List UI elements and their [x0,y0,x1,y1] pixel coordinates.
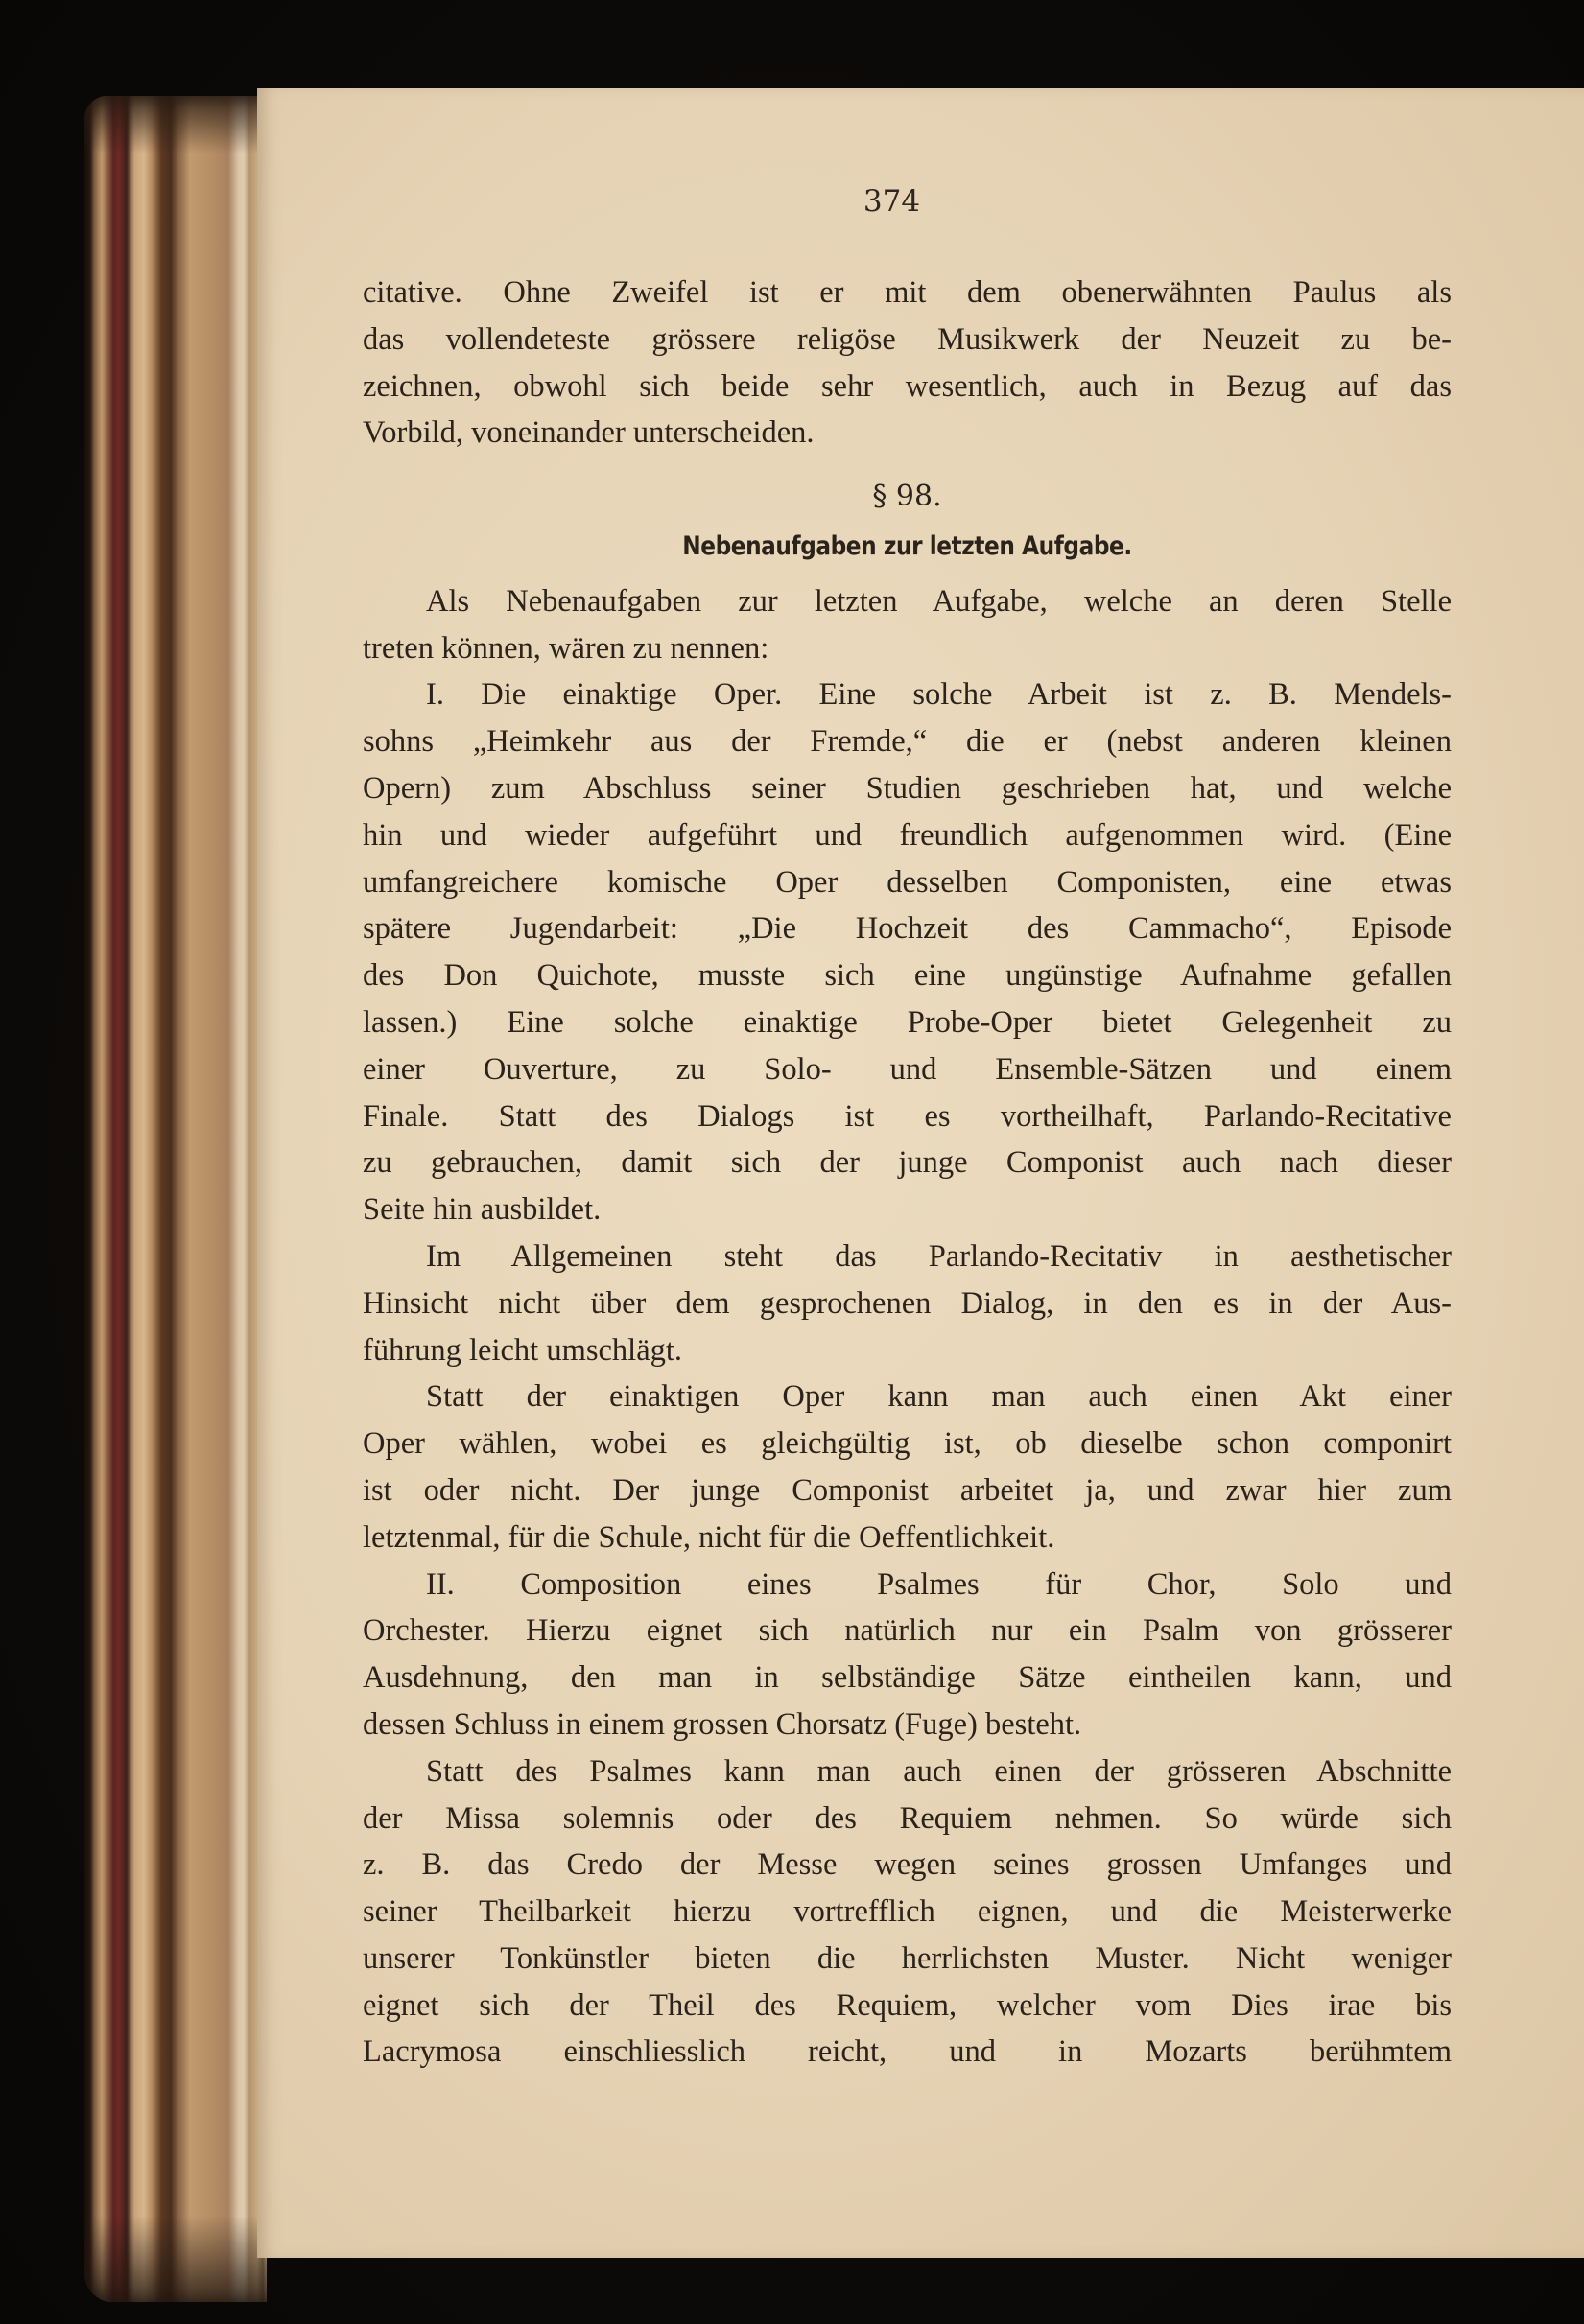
text-line: das vollendeteste grössere religöse Musikwerk der Neuzeit zu be- [363,321,1452,357]
book-page [257,88,1584,2258]
text-line: Hinsicht nicht über dem gesprochenen Dialog, in den es in der Aus- [363,1285,1452,1321]
text-line: z. B. das Credo der Messe wegen seines grossen Umfanges und [363,1847,1452,1883]
book-fore-edge [84,96,267,2302]
section-heading: Nebenaufgaben zur letzten Aufgabe. [682,530,1132,561]
text-line: hin und wieder aufgeführt und freundlich aufgenommen wird. (Eine [363,817,1452,853]
text-line: unserer Tonkünstler bieten die herrlichsten Muster. Nicht weniger [363,1940,1452,1976]
text-line: ist oder nicht. Der junge Componist arbeitet ja, und zwar hier zum [363,1472,1452,1508]
text-line: Opern) zum Abschluss seiner Studien geschrieben hat, und welche [363,770,1452,806]
section-number: § 98. [872,480,942,514]
text-line: seiner Theilbarkeit hierzu vortrefflich eignen, und die Meisterwerke [363,1894,1452,1930]
page-text [363,270,1452,2076]
text-line: Ausdehnung, den man in selbständige Sätze eintheilen kann, und [363,1660,1452,1696]
text-line: treten können, wären zu nennen: [363,630,769,666]
text-line: letztenmal, für die Schule, nicht für die Oeffentlichkeit. [363,1519,1055,1555]
text-line: Finale. Statt des Dialogs ist es vortheilhaft, Parlando-Recitative [363,1098,1452,1134]
text-line: umfangreichere komische Oper desselben Componisten, eine etwas [363,864,1452,900]
text-line: Seite hin ausbildet. [363,1192,602,1228]
text-line: einer Ouverture, zu Solo- und Ensemble-Sätzen und einem [363,1051,1452,1087]
text-line: zeichnen, obwohl sich beide sehr wesentlich, auch in Bezug auf das [363,368,1452,404]
text-line: zu gebrauchen, damit sich der junge Componist auch nach dieser [363,1145,1452,1181]
text-line: spätere Jugendarbeit: „Die Hochzeit des Cammacho“, Episode [363,911,1452,947]
text-line: eignet sich der Theil des Requiem, welcher vom Dies irae bis [363,1987,1452,2023]
page-number: 374 [863,184,921,219]
text-line: Vorbild, voneinander unterscheiden. [363,415,815,451]
text-line: Oper wählen, wobei es gleichgültig ist, ob dieselbe schon componirt [363,1426,1452,1462]
text-line: Statt der einaktigen Oper kann man auch einen Akt einer [426,1379,1452,1415]
text-line: I. Die einaktige Oper. Eine solche Arbeit ist z. B. Mendels- [426,677,1452,713]
text-line: führung leicht umschlägt. [363,1332,683,1368]
text-line: Orchester. Hierzu eignet sich natürlich nur ein Psalm von grösserer [363,1613,1452,1649]
text-line: lassen.) Eine solche einaktige Probe-Oper bietet Gelegenheit zu [363,1004,1452,1040]
text-line: Als Nebenaufgaben zur letzten Aufgabe, welche an deren Stelle [426,583,1452,619]
text-line: Im Allgemeinen steht das Parlando-Recitativ in aesthetischer [426,1238,1452,1274]
text-line: citative. Ohne Zweifel ist er mit dem obenerwähnten Paulus als [363,275,1452,310]
text-line: des Don Quichote, musste sich eine ungünstige Aufnahme gefallen [363,958,1452,994]
text-line: II. Composition eines Psalmes für Chor, Solo und [426,1566,1452,1602]
text-line: dessen Schluss in einem grossen Chorsatz (Fuge) besteht. [363,1706,1082,1742]
text-line: Lacrymosa einschliesslich reicht, und in Mozarts berühmtem [363,2034,1452,2070]
text-line: der Missa solemnis oder des Requiem nehmen. So würde sich [363,1800,1452,1836]
text-line: sohns „Heimkehr aus der Fremde,“ die er (nebst anderen kleinen [363,724,1452,760]
text-line: Statt des Psalmes kann man auch einen der grösseren Abschnitte [426,1753,1452,1789]
